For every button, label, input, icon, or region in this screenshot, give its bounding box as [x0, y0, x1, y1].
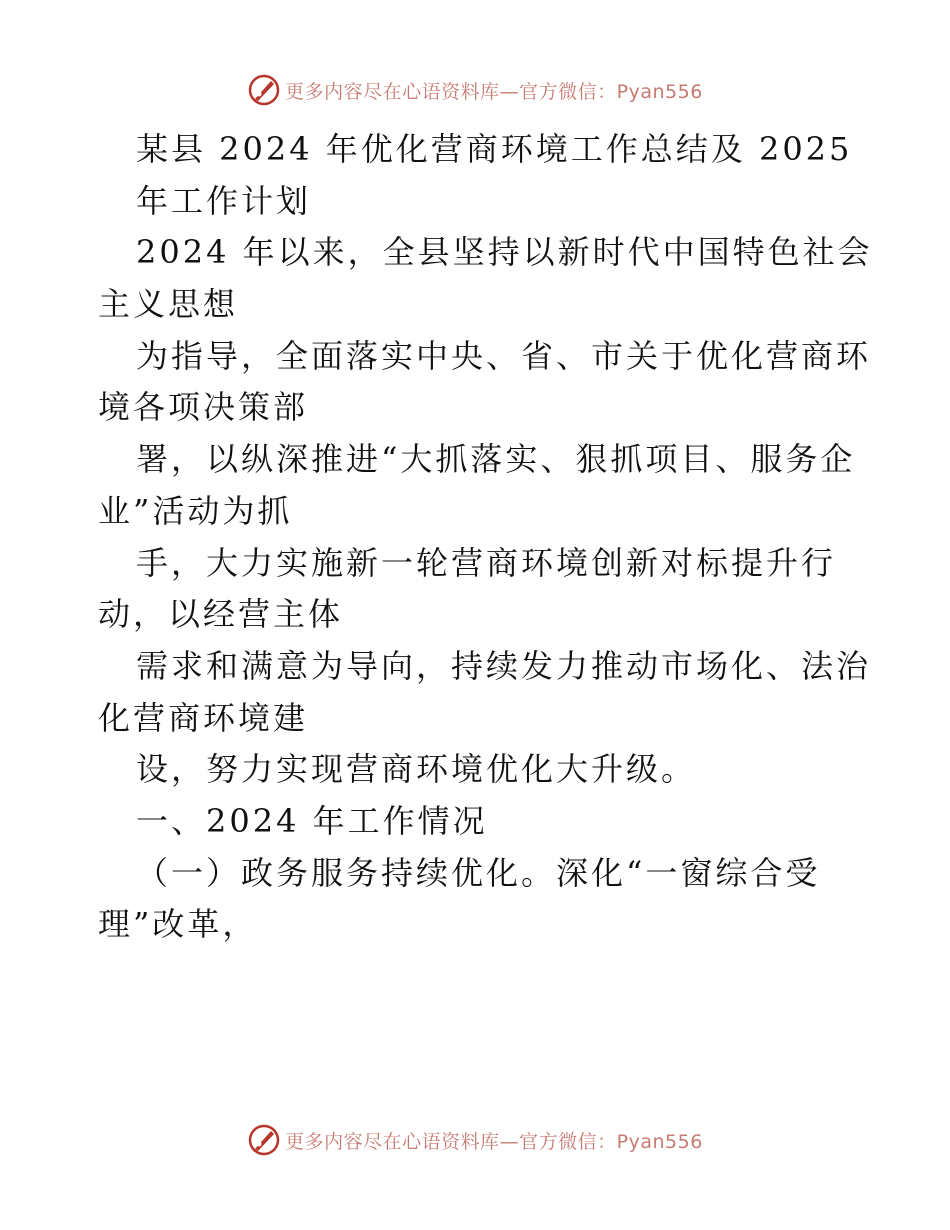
- quill-pen-logo-icon: [247, 1123, 281, 1157]
- text-line: 为指导，全面落实中央、省、市关于优化营商环: [136, 336, 872, 375]
- watermark-site-name: 更多内容尽在心语资料库: [285, 1130, 500, 1153]
- watermark-banner-top: [0, 70, 950, 110]
- text-line: 手，大力实施新一轮营商环境创新对标提升行: [136, 543, 837, 582]
- text-line: 设，努力实现营商环境优化大升级。: [136, 750, 697, 789]
- text-line: 署，以纵深推进“大抓落实、狠抓项目、服务企: [136, 440, 856, 479]
- text-line: 一、2024 年工作情况: [136, 801, 488, 840]
- watermark-wechat: 官方微信：Pyan556: [519, 1130, 703, 1153]
- watermark-banner-bottom: [0, 1120, 950, 1160]
- text-line: 需求和满意为导向，持续发力推动市场化、法治: [136, 646, 872, 685]
- text-line: 动，以经营主体: [98, 595, 344, 634]
- text-line: 某县 2024 年优化营商环境工作总结及 2025: [136, 130, 853, 168]
- text-line: 业”活动为抓: [98, 491, 293, 530]
- watermark-text: [285, 77, 703, 104]
- quill-pen-logo-icon: [247, 73, 281, 107]
- text-line: 2024 年以来，全县坚持以新时代中国特色社会: [136, 233, 873, 272]
- watermark-separator: —: [499, 1130, 520, 1153]
- watermark-separator: —: [499, 80, 520, 103]
- text-line: 理”改革，: [98, 905, 258, 944]
- watermark-wechat: 官方微信：Pyan556: [519, 80, 703, 103]
- text-line: 主义思想: [98, 285, 239, 324]
- watermark-site-name: 更多内容尽在心语资料库: [285, 80, 500, 103]
- text-line: 化营商环境建: [98, 698, 309, 737]
- document-body: [98, 124, 873, 951]
- text-line: （一）政务服务持续优化。深化“一窗综合受: [136, 853, 821, 892]
- watermark-text: [285, 1127, 703, 1154]
- text-line: 年工作计划: [136, 181, 312, 220]
- text-line: 境各项决策部: [98, 388, 309, 427]
